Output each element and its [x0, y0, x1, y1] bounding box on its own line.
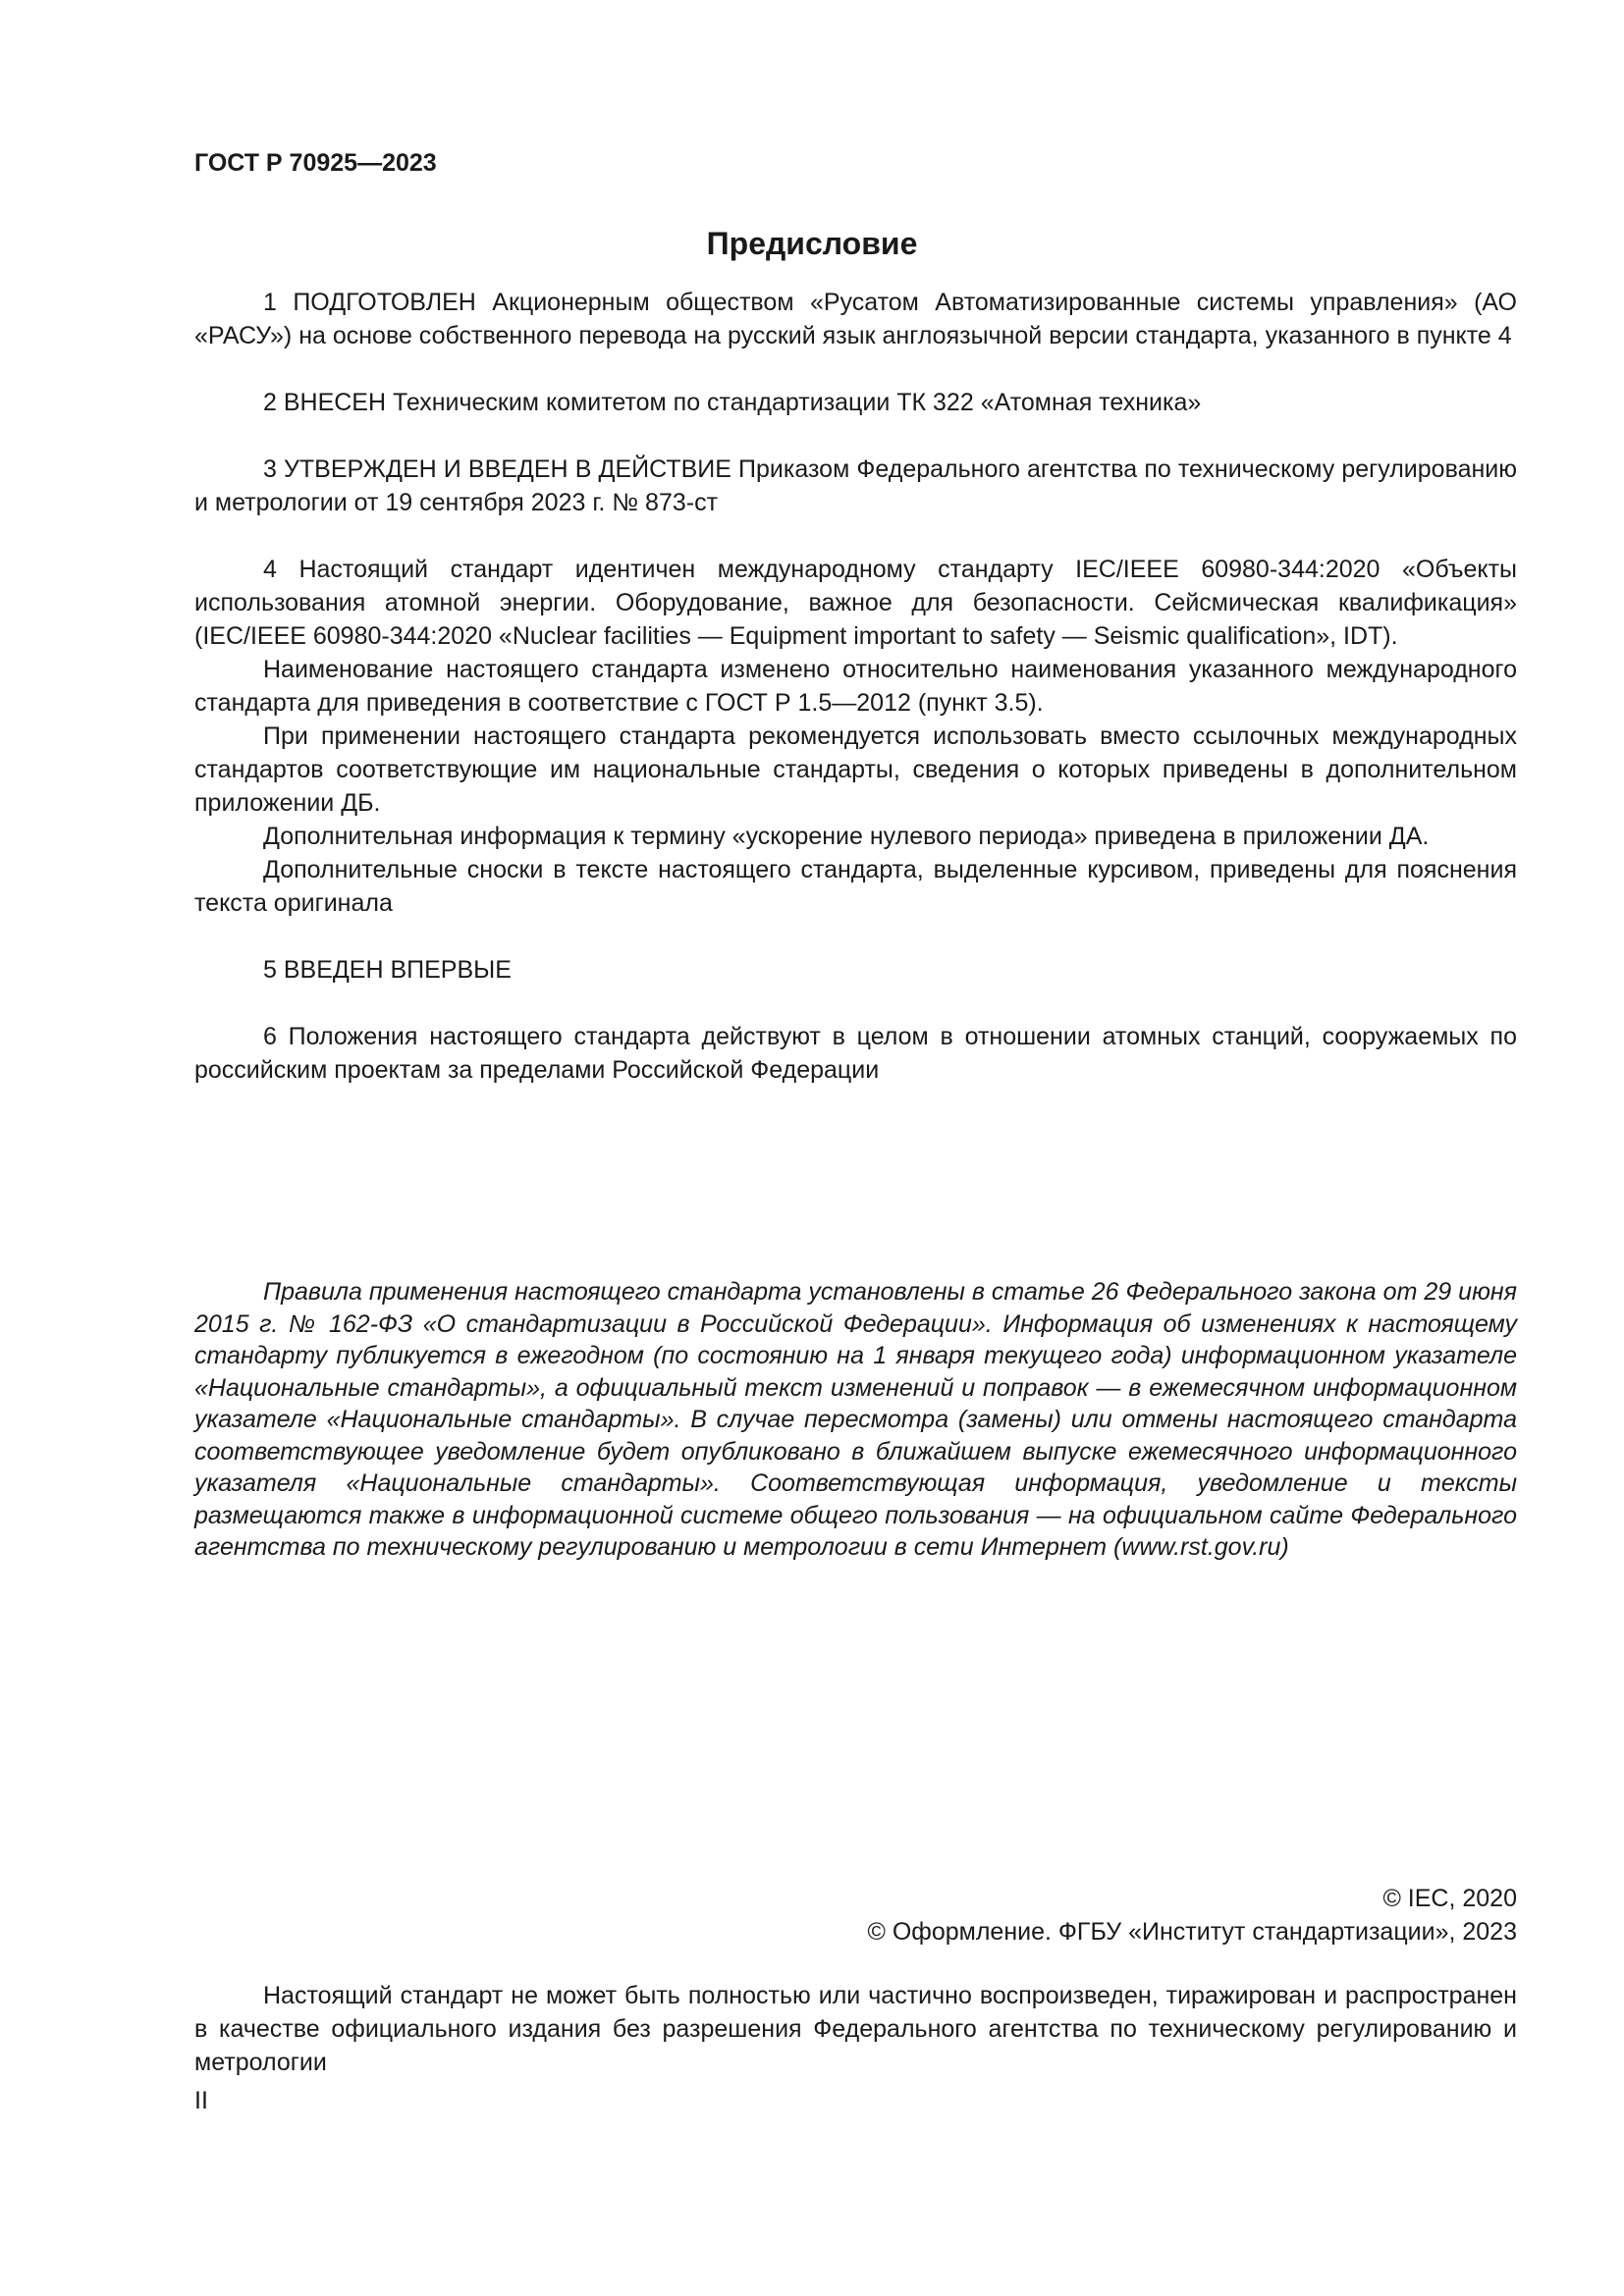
reproduction-rights-notice: Настоящий стандарт не может быть полностью или частично воспроизведен, тиражирован и распространен в качестве официального издания без разрешения Федерального агентства по техническому регулированию и метрологии: [194, 1982, 1517, 2076]
paragraph-4-additional-info: Дополнительная информация к термину «ускорение нулевого периода» приведена в приложении ДА.: [263, 823, 1430, 850]
paragraph-4: 4 Настоящий стандарт идентичен международному стандарту IEC/IEEE 60980-344:2020 «Объекты использования атомной энергии. Оборудование, важное для безопасности. Сейсмическая квалификация» (IEC/IEEE 60980-344:2020 «Nuclear facilities — Equipment important to safety — Seismic qualification», IDT).: [194, 556, 1517, 650]
paragraph-1: 1 ПОДГОТОВЛЕН Акционерным обществом «Русатом Автоматизированные системы управления» (АО «РАСУ») на основе собственного перевода на русский язык англоязычной версии стандарта, указанного в пункте 4: [194, 289, 1517, 349]
paragraph-6: 6 Положения настоящего стандарта действуют в целом в отношении атомных станций, сооружаемых по российским проектам за пределами Российской Федерации: [194, 1023, 1517, 1084]
paragraph-2: 2 ВНЕСЕН Техническим комитетом по стандартизации ТК 322 «Атомная техника»: [263, 389, 1202, 416]
paragraph-4-references: При применении настоящего стандарта рекомендуется использовать вместо ссылочных международных стандартов соответствующие им национальные стандарты, сведения о которых приведены в дополнительном приложении ДБ.: [194, 722, 1517, 817]
application-rules-notice: Правила применения настоящего стандарта установлены в статье 26 Федерального закона от 29 июня 2015 г. № 162-ФЗ «О стандартизации в Российской Федерации». Информация об изменениях к настоящему стандарту публикуется в ежегодном (по состоянию на 1 января текущего года) информационном указателе «Национальные стандарты», а официальный текст изменений и поправок — в ежемесячном информационном указателе «Национальные стандарты». В случае пересмотра (замены) или отмены настоящего стандарта соответствующее уведомление будет опубликовано в ближайшем выпуске ежемесячного информационного указателя «Национальные стандарты». Соответствующая информация, уведомление и тексты размещаются также в информационной системе общего пользования — на официальном сайте Федерального агентства по техническому регулированию и метрологии в сети Интернет (www.rst.gov.ru): [194, 1278, 1517, 1561]
copyright-block: [867, 1882, 1517, 1949]
foreword-body: [194, 286, 1517, 1087]
copyright-iec: © IEC, 2020: [1382, 1885, 1517, 1912]
paragraph-5: 5 ВВЕДЕН ВПЕРВЫЕ: [263, 956, 512, 984]
paragraph-3: 3 УТВЕРЖДЕН И ВВЕДЕН В ДЕЙСТВИЕ Приказом Федерального агентства по техническому регулированию и метрологии от 19 сентября 2023 г. № 873-ст: [194, 455, 1517, 516]
page-number: II: [194, 2087, 208, 2114]
copyright-institute: © Оформление. ФГБУ «Институт стандартизации», 2023: [867, 1918, 1517, 1946]
page-title: Предисловие: [706, 226, 918, 261]
paragraph-4-name-change: Наименование настоящего стандарта изменено относительно наименования указанного международного стандарта для приведения в соответствие с ГОСТ Р 1.5—2012 (пункт 3.5).: [194, 656, 1517, 717]
paragraph-4-footnotes: Дополнительные сноски в тексте настоящего стандарта, выделенные курсивом, приведены для пояснения текста оригинала: [194, 856, 1517, 917]
document-header: ГОСТ Р 70925—2023: [194, 149, 437, 177]
